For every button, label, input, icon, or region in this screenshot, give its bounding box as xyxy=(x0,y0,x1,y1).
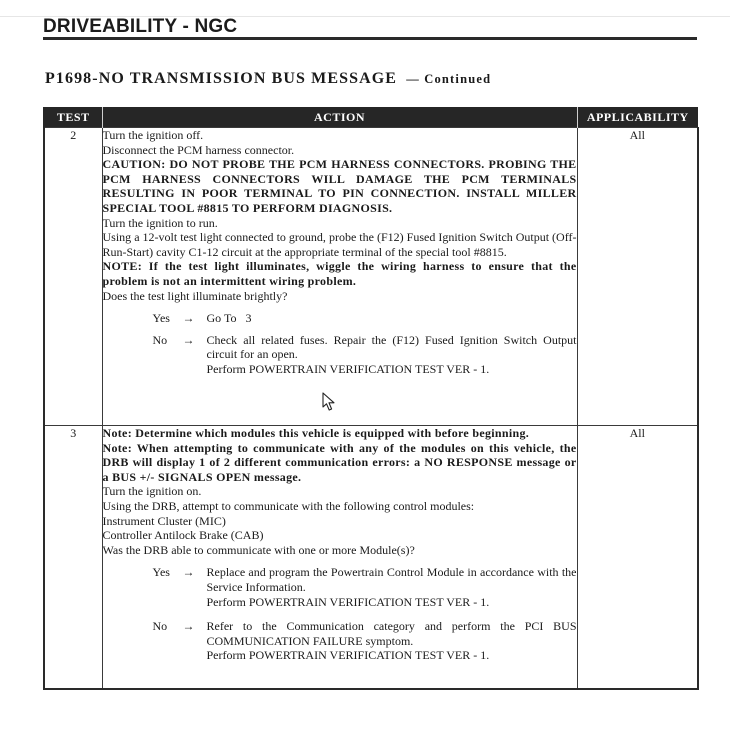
response-answer: Yes xyxy=(152,565,170,580)
column-header-test: TEST xyxy=(44,107,102,128)
action-step: Turn the ignition to run. xyxy=(102,215,218,230)
action-step: Disconnect the PCM harness connector. xyxy=(102,142,295,157)
header-rule xyxy=(43,37,697,40)
response-perform: Perform POWERTRAIN VERIFICATION TEST VER - 1. xyxy=(206,648,490,663)
section-title xyxy=(45,70,491,88)
response-no xyxy=(153,333,577,377)
column-header-action: ACTION xyxy=(102,107,577,128)
response-text: Go To 3 xyxy=(206,311,252,326)
arrow-right-icon: → xyxy=(182,619,195,634)
table-header-row xyxy=(44,107,698,128)
module-item: Controller Antilock Brake (CAB) xyxy=(102,528,264,543)
page-header-title: DRIVEABILITY - NGC xyxy=(43,16,238,37)
note-text: Note: Determine which modules this vehicle is equipped with before beginning. xyxy=(102,426,530,440)
applicability-value: All xyxy=(577,426,698,689)
arrow-right-icon: → xyxy=(182,332,195,347)
response-perform: Perform POWERTRAIN VERIFICATION TEST VER - 1. xyxy=(206,361,490,376)
arrow-right-icon: → xyxy=(182,311,195,326)
section-title-text: P1698-NO TRANSMISSION BUS MESSAGE xyxy=(45,70,398,87)
response-perform: Perform POWERTRAIN VERIFICATION TEST VER - 1. xyxy=(206,594,490,609)
response-text: Refer to the Communication category and perform the PCI BUS COMMUNICATION FAILURE symptom. xyxy=(206,619,577,648)
action-step: Turn the ignition off. xyxy=(102,128,204,142)
response-yes xyxy=(153,565,577,609)
applicability-value: All xyxy=(577,128,698,426)
action-step: Turn the ignition on. xyxy=(102,484,202,499)
mouse-cursor-icon xyxy=(322,392,336,412)
arrow-right-icon: → xyxy=(182,565,195,580)
module-item: Instrument Cluster (MIC) xyxy=(102,513,226,528)
caution-text: CAUTION: DO NOT PROBE THE PCM HARNESS CONNECTORS. PROBING THE PCM HARNESS CONNECTORS WILL DAMAGE THE PCM TERMINALS RESULTING IN POOR TERMINAL TO PIN CONNECTION. INSTALL MILLER SPECIAL TOOL #8815 TO PERFORM DIAGNOSIS. xyxy=(102,157,577,215)
note-text: Note: When attempting to communicate with any of the modules on this vehicle, the DRB will display 1 of 2 different communication errors: a NO RESPONSE message or a BUS +/- SIGNALS OPEN message. xyxy=(102,440,577,484)
diagnostic-table xyxy=(43,107,699,690)
test-number: 2 xyxy=(44,128,102,426)
section-continued-label: — Continued xyxy=(406,72,492,86)
action-question: Does the test light illuminate brightly? xyxy=(102,288,288,303)
response-answer: No xyxy=(152,332,168,347)
action-cell xyxy=(102,128,577,426)
response-answer: No xyxy=(152,619,168,634)
table-row xyxy=(44,128,698,426)
table-row xyxy=(44,426,698,689)
note-text: NOTE: If the test light illuminates, wiggle the wiring harness to ensure that the problem is not an intermittent wiring problem. xyxy=(102,259,577,288)
action-question: Was the DRB able to communicate with one or more Module(s)? xyxy=(102,542,415,557)
action-cell xyxy=(102,426,577,689)
action-step: Using a 12-volt test light connected to ground, probe the (F12) Fused Ignition Switch Output (Off-Run-Start) cavity C1-12 circuit at the appropriate terminal of the special tool #8815. xyxy=(102,230,577,259)
response-text: Replace and program the Powertrain Control Module in accordance with the Service Information. xyxy=(206,565,577,594)
response-text: Check all related fuses. Repair the (F12) Fused Ignition Switch Output circuit for an open. xyxy=(206,332,577,362)
test-number: 3 xyxy=(44,426,102,689)
response-no xyxy=(153,619,577,663)
response-yes xyxy=(153,311,577,326)
column-header-applicability: APPLICABILITY xyxy=(577,107,698,128)
response-answer: Yes xyxy=(152,311,170,326)
action-step: Using the DRB, attempt to communicate with the following control modules: xyxy=(102,498,475,513)
